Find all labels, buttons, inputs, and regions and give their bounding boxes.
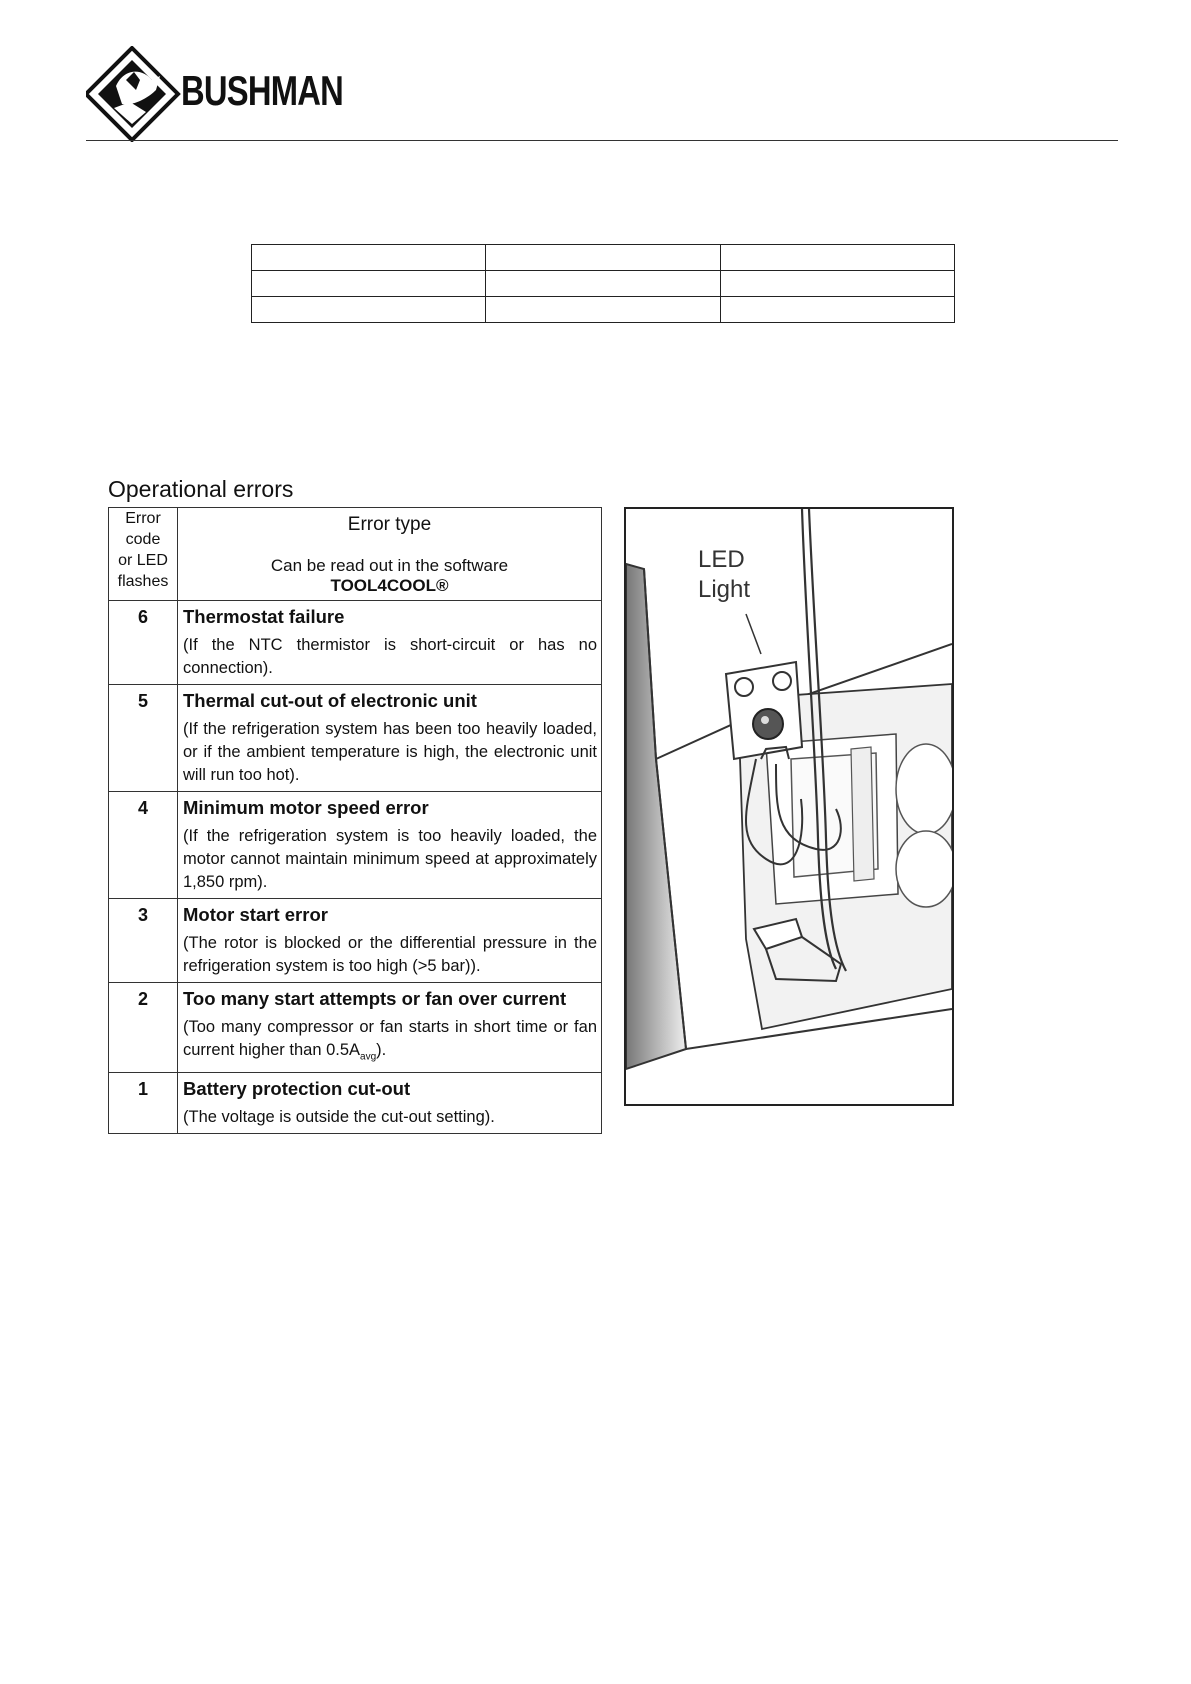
table-row [109, 792, 602, 899]
error-code: 4 [109, 792, 178, 899]
error-name: Minimum motor speed error [183, 797, 429, 818]
table-cell [720, 271, 954, 297]
error-code: 1 [109, 1073, 178, 1134]
brand-name: BUSHMAN [181, 67, 343, 114]
operational-errors-title: Operational errors [108, 476, 294, 502]
error-description [178, 1073, 602, 1134]
error-description [178, 792, 602, 899]
error-detail: (If the refrigeration system has been too heavily loaded, or if the ambient temperature is high, the electronic unit will run too hot). [183, 720, 597, 784]
table-cell [486, 297, 720, 323]
led-light-label: LED Light [698, 546, 751, 603]
table-row [109, 601, 602, 685]
error-description [178, 685, 602, 792]
error-detail: (If the refrigeration system is too heavily loaded, the motor cannot maintain minimum speed at approximately 1,850 rpm). [183, 827, 597, 891]
table-row [109, 899, 602, 983]
error-description [178, 899, 602, 983]
error-detail: (The voltage is outside the cut-out setting). [183, 1108, 495, 1127]
table-row [252, 297, 955, 323]
error-code: 3 [109, 899, 178, 983]
table-row [252, 245, 955, 271]
table-cell [720, 245, 954, 271]
error-description [178, 601, 602, 685]
error-code: 6 [109, 601, 178, 685]
bushman-emblem-icon [86, 46, 186, 142]
bushman-logo [86, 46, 343, 142]
led-light-illustration [624, 507, 954, 1106]
error-code: 5 [109, 685, 178, 792]
table-header-row [109, 508, 602, 601]
table-cell [252, 297, 486, 323]
error-code-header: Error code or LED flashes [109, 508, 178, 601]
table-row [109, 1073, 602, 1134]
table-cell [720, 297, 954, 323]
table-cell [252, 271, 486, 297]
table-row [252, 271, 955, 297]
error-name: Thermal cut-out of electronic unit [183, 690, 477, 711]
empty-table [251, 244, 955, 323]
error-detail: (If the NTC thermistor is short-circuit or has no connection). [183, 636, 597, 677]
table-row [109, 685, 602, 792]
table-row [109, 983, 602, 1073]
error-detail: (The rotor is blocked or the differential pressure in the refrigeration system is too high (>5 bar)). [183, 934, 597, 975]
operational-errors-table [108, 507, 602, 1134]
fridge-compressor-drawing [626, 509, 952, 1104]
table-cell [486, 245, 720, 271]
error-description [178, 983, 602, 1073]
error-code: 2 [109, 983, 178, 1073]
error-name: Battery protection cut-out [183, 1078, 411, 1100]
table-cell [486, 271, 720, 297]
error-name: Motor start error [183, 904, 328, 925]
header-divider [86, 140, 1118, 141]
error-name: Thermostat failure [183, 606, 345, 627]
table-cell [252, 245, 486, 271]
error-name: Too many start attempts or fan over current [183, 988, 567, 1009]
error-detail: (Too many compressor or fan starts in short time or fan current higher than $0.5A_{avg}$). [183, 1018, 597, 1063]
error-type-header: Error type Can be read out in the software TOOL4COOL® [178, 508, 602, 601]
